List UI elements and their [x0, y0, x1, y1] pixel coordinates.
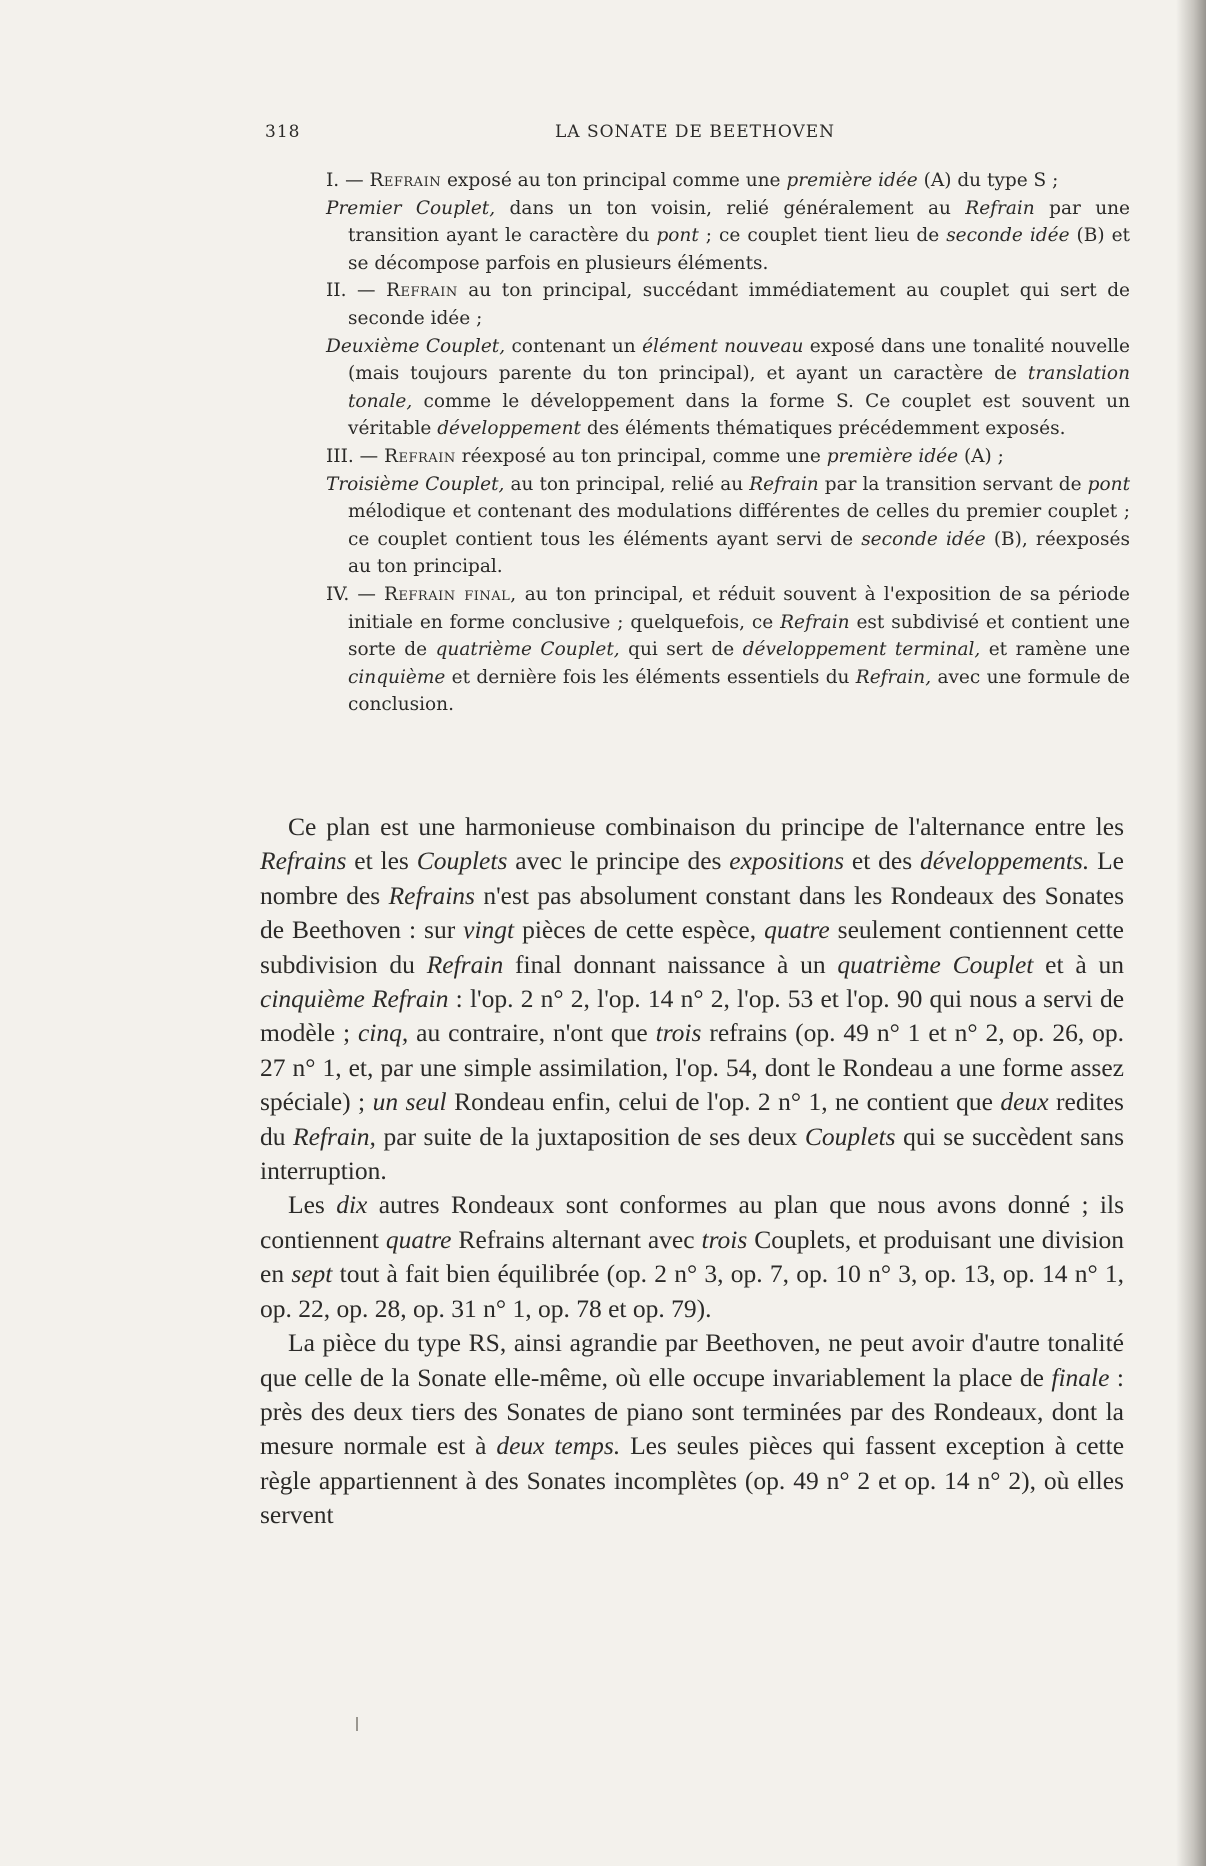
italic-text: développement terminal, [742, 639, 981, 661]
main-text [260, 810, 1124, 1533]
text-run: ; ce couplet tient lieu de [698, 225, 947, 247]
text-run: final donnant naissance à un [503, 949, 838, 979]
text-run: et ramène une [980, 639, 1131, 661]
text-run: (B), réexposés au ton principal. [348, 528, 1130, 578]
page-number: 318 [265, 122, 301, 142]
text-run: exposé dans une tonalité nouvelle (mais toujours parente du ton principal), et ayant un caractère de [348, 335, 1130, 385]
italic-text: Refrain, [855, 666, 932, 688]
text-run: : l'op. 2 n° 2, l'op. 14 n° 2, l'op. 53 et l'op. 90 qui nous a servi de modèle ; [260, 984, 1125, 1048]
text-run: autres Rondeaux sont conformes au plan que nous avons donné ; ils contiennent [260, 1190, 1124, 1254]
italic-text: Refrains [388, 880, 475, 910]
text-run: (A) ; [958, 445, 1004, 467]
text-run: et à un [1033, 949, 1124, 979]
small-caps-text: Refrain [369, 170, 442, 191]
italic-text: Couplets [416, 846, 508, 876]
italic-text: Premier Couplet, [326, 197, 496, 219]
italic-text: trois [655, 1018, 702, 1048]
text-run: qui sert de [619, 639, 743, 661]
text-run: avec une formule de conclusion. [348, 666, 1130, 716]
italic-text: finale [1051, 1362, 1110, 1392]
italic-text: Couplets [804, 1121, 896, 1151]
italic-text: seconde idée [861, 528, 986, 550]
italic-text: cinq, [357, 1018, 409, 1048]
paragraph [260, 1326, 1124, 1532]
text-run: par une transition ayant le caractère du [348, 197, 1130, 247]
text-run: III. — [326, 445, 385, 467]
running-title: LA SONATE DE BEETHOVEN [555, 122, 836, 142]
small-caps-text: Refrain [386, 280, 458, 302]
italic-text: quatrième Couplet [837, 949, 1034, 979]
text-run: seulement contiennent cette subdivision du [260, 915, 1125, 979]
text-run: des éléments thématiques précédemment exposés. [580, 418, 1066, 440]
italic-text: quatrième Couplet, [435, 639, 620, 661]
outline-item [326, 333, 1130, 443]
paragraph [260, 1188, 1124, 1326]
italic-text: quatre [385, 1224, 452, 1254]
italic-text: un seul [372, 1087, 447, 1117]
text-run: au ton principal, et réduit souvent à l'exposition de sa période initiale en forme conclusive ; quelquefois, ce [348, 583, 1130, 633]
text-run: : près des deux tiers des Sonates de piano sont terminées par des Rondeaux, dont la mesure normale est à [260, 1362, 1124, 1461]
text-run: réexposé au ton principal, comme une [455, 445, 827, 467]
text-run: mélodique et contenant des modulations différentes de celles du premier couplet ; ce couplet contient tous les éléments ayant servi de [348, 501, 1130, 550]
small-caps-text: Refrain final, [383, 583, 517, 605]
italic-text: première idée [786, 170, 918, 191]
rondo-plan-outline [326, 167, 1130, 719]
small-caps-text: Refrain [384, 445, 456, 467]
outline-item [326, 277, 1130, 332]
text-run: pièces de cette espèce, [514, 915, 765, 945]
italic-text: deux temps. [496, 1431, 621, 1461]
italic-text: cinquième [348, 666, 446, 688]
italic-text: Troisième Couplet, [326, 473, 505, 495]
text-run: tout à fait bien équilibrée (op. 2 n° 3, op. 7, op. 10 n° 3, op. 13, op. 14 n° 1, op. 22, op. 28, op. 31 n° 1, op. 78 et op. 79). [260, 1259, 1124, 1323]
italic-text: vingt [463, 915, 515, 945]
text-run: est subdivisé et contient une sorte de [348, 611, 1131, 661]
text-run: Rondeau enfin, celui de l'op. 2 n° 1, ne contient que [446, 1087, 1001, 1117]
italic-text: élément nouveau [642, 335, 804, 357]
text-run: La pièce du type RS, ainsi agrandie par Beethoven, ne peut avoir d'autre tonalité que celle de la Sonate elle-même, où elle occupe invariablement la place de [260, 1328, 1124, 1392]
paragraph [260, 810, 1124, 1188]
text-run: au ton principal, succédant immédiatement au couplet qui sert de seconde idée ; [348, 280, 1130, 329]
text-run: Ce plan est une harmonieuse combinaison du principe de l'alternance entre les [288, 812, 1124, 841]
italic-text: trois [701, 1224, 748, 1254]
margin-mark [356, 1717, 358, 1731]
italic-text: Refrain [780, 611, 850, 633]
italic-text: Refrain [749, 473, 819, 495]
text-run: I. — [326, 170, 370, 191]
text-run: Les seules pièces qui fassent exception à cette règle appartiennent à des Sonates incomplètes (op. 49 n° 2 et op. 14 n° 2), où elles servent [260, 1431, 1125, 1530]
text-run: comme le développement dans la forme S. Ce couplet est souvent un véritable [348, 390, 1130, 440]
text-run: contenant un [505, 335, 643, 357]
text-run: dans un ton voisin, relié généralement au [495, 197, 966, 219]
italic-text: sept [291, 1259, 333, 1289]
italic-text: translation tonale, [348, 363, 1130, 412]
text-run: exposé au ton principal comme une [441, 170, 787, 191]
text-run: Les [288, 1190, 337, 1220]
text-run: n'est pas absolument constant dans les Rondeaux des Sonates de Beethoven : sur [260, 880, 1124, 945]
italic-text: Refrain, [293, 1121, 376, 1151]
text-run: IV. — [326, 583, 384, 605]
outline-item [326, 471, 1130, 581]
italic-text: expositions [729, 846, 845, 876]
text-run: par la transition servant de [818, 473, 1088, 495]
italic-text: première idée [826, 445, 959, 467]
text-run: Couplets, et produisant une division en [260, 1224, 1124, 1289]
italic-text: pont [656, 225, 699, 247]
italic-text: Refrains [260, 846, 347, 876]
text-run: Refrains alternant avec [451, 1224, 702, 1254]
running-header [265, 122, 1125, 152]
italic-text: développements. [920, 846, 1090, 876]
text-run: II. — [326, 280, 387, 302]
text-run: Le nombre des [260, 846, 1124, 910]
italic-text: deux [1000, 1087, 1049, 1117]
text-run: au ton principal, relié au [504, 473, 750, 495]
text-run: (A) du type S ; [917, 170, 1059, 191]
page-edge-shadow [1176, 0, 1206, 1866]
italic-text: pont [1087, 473, 1131, 495]
italic-text: Refrain [965, 197, 1035, 219]
text-run: au contraire, n'ont que [408, 1018, 656, 1048]
italic-text: dix [336, 1190, 368, 1220]
outline-item [326, 443, 1130, 471]
text-run: refrains (op. 49 n° 1 et n° 2, op. 26, op. 27 n° 1, et, par une simple assimilation, l'op. 54, dont le Rondeau a une forme assez spéciale) ; [260, 1018, 1124, 1117]
text-run: avec le principe des [507, 846, 730, 876]
text-run: redites du [260, 1087, 1124, 1151]
outline-item [326, 581, 1130, 719]
italic-text: seconde idée [946, 225, 1070, 247]
italic-text: cinquième Refrain [260, 984, 449, 1014]
italic-text: Refrain [426, 949, 504, 979]
text-run: (B) et se décompose parfois en plusieurs éléments. [348, 225, 1130, 274]
outline-item [326, 195, 1130, 278]
text-run: et des [844, 846, 920, 876]
text-run: et les [346, 846, 417, 876]
outline-item [326, 167, 1130, 195]
italic-text: Deuxième Couplet, [326, 335, 506, 357]
text-run: par suite de la juxtaposition de ses deux [375, 1121, 805, 1151]
italic-text: quatre [764, 915, 830, 945]
text-run: et dernière fois les éléments essentiels du [445, 666, 856, 688]
text-run: qui se succèdent sans interruption. [260, 1121, 1124, 1186]
italic-text: développement [437, 418, 581, 440]
